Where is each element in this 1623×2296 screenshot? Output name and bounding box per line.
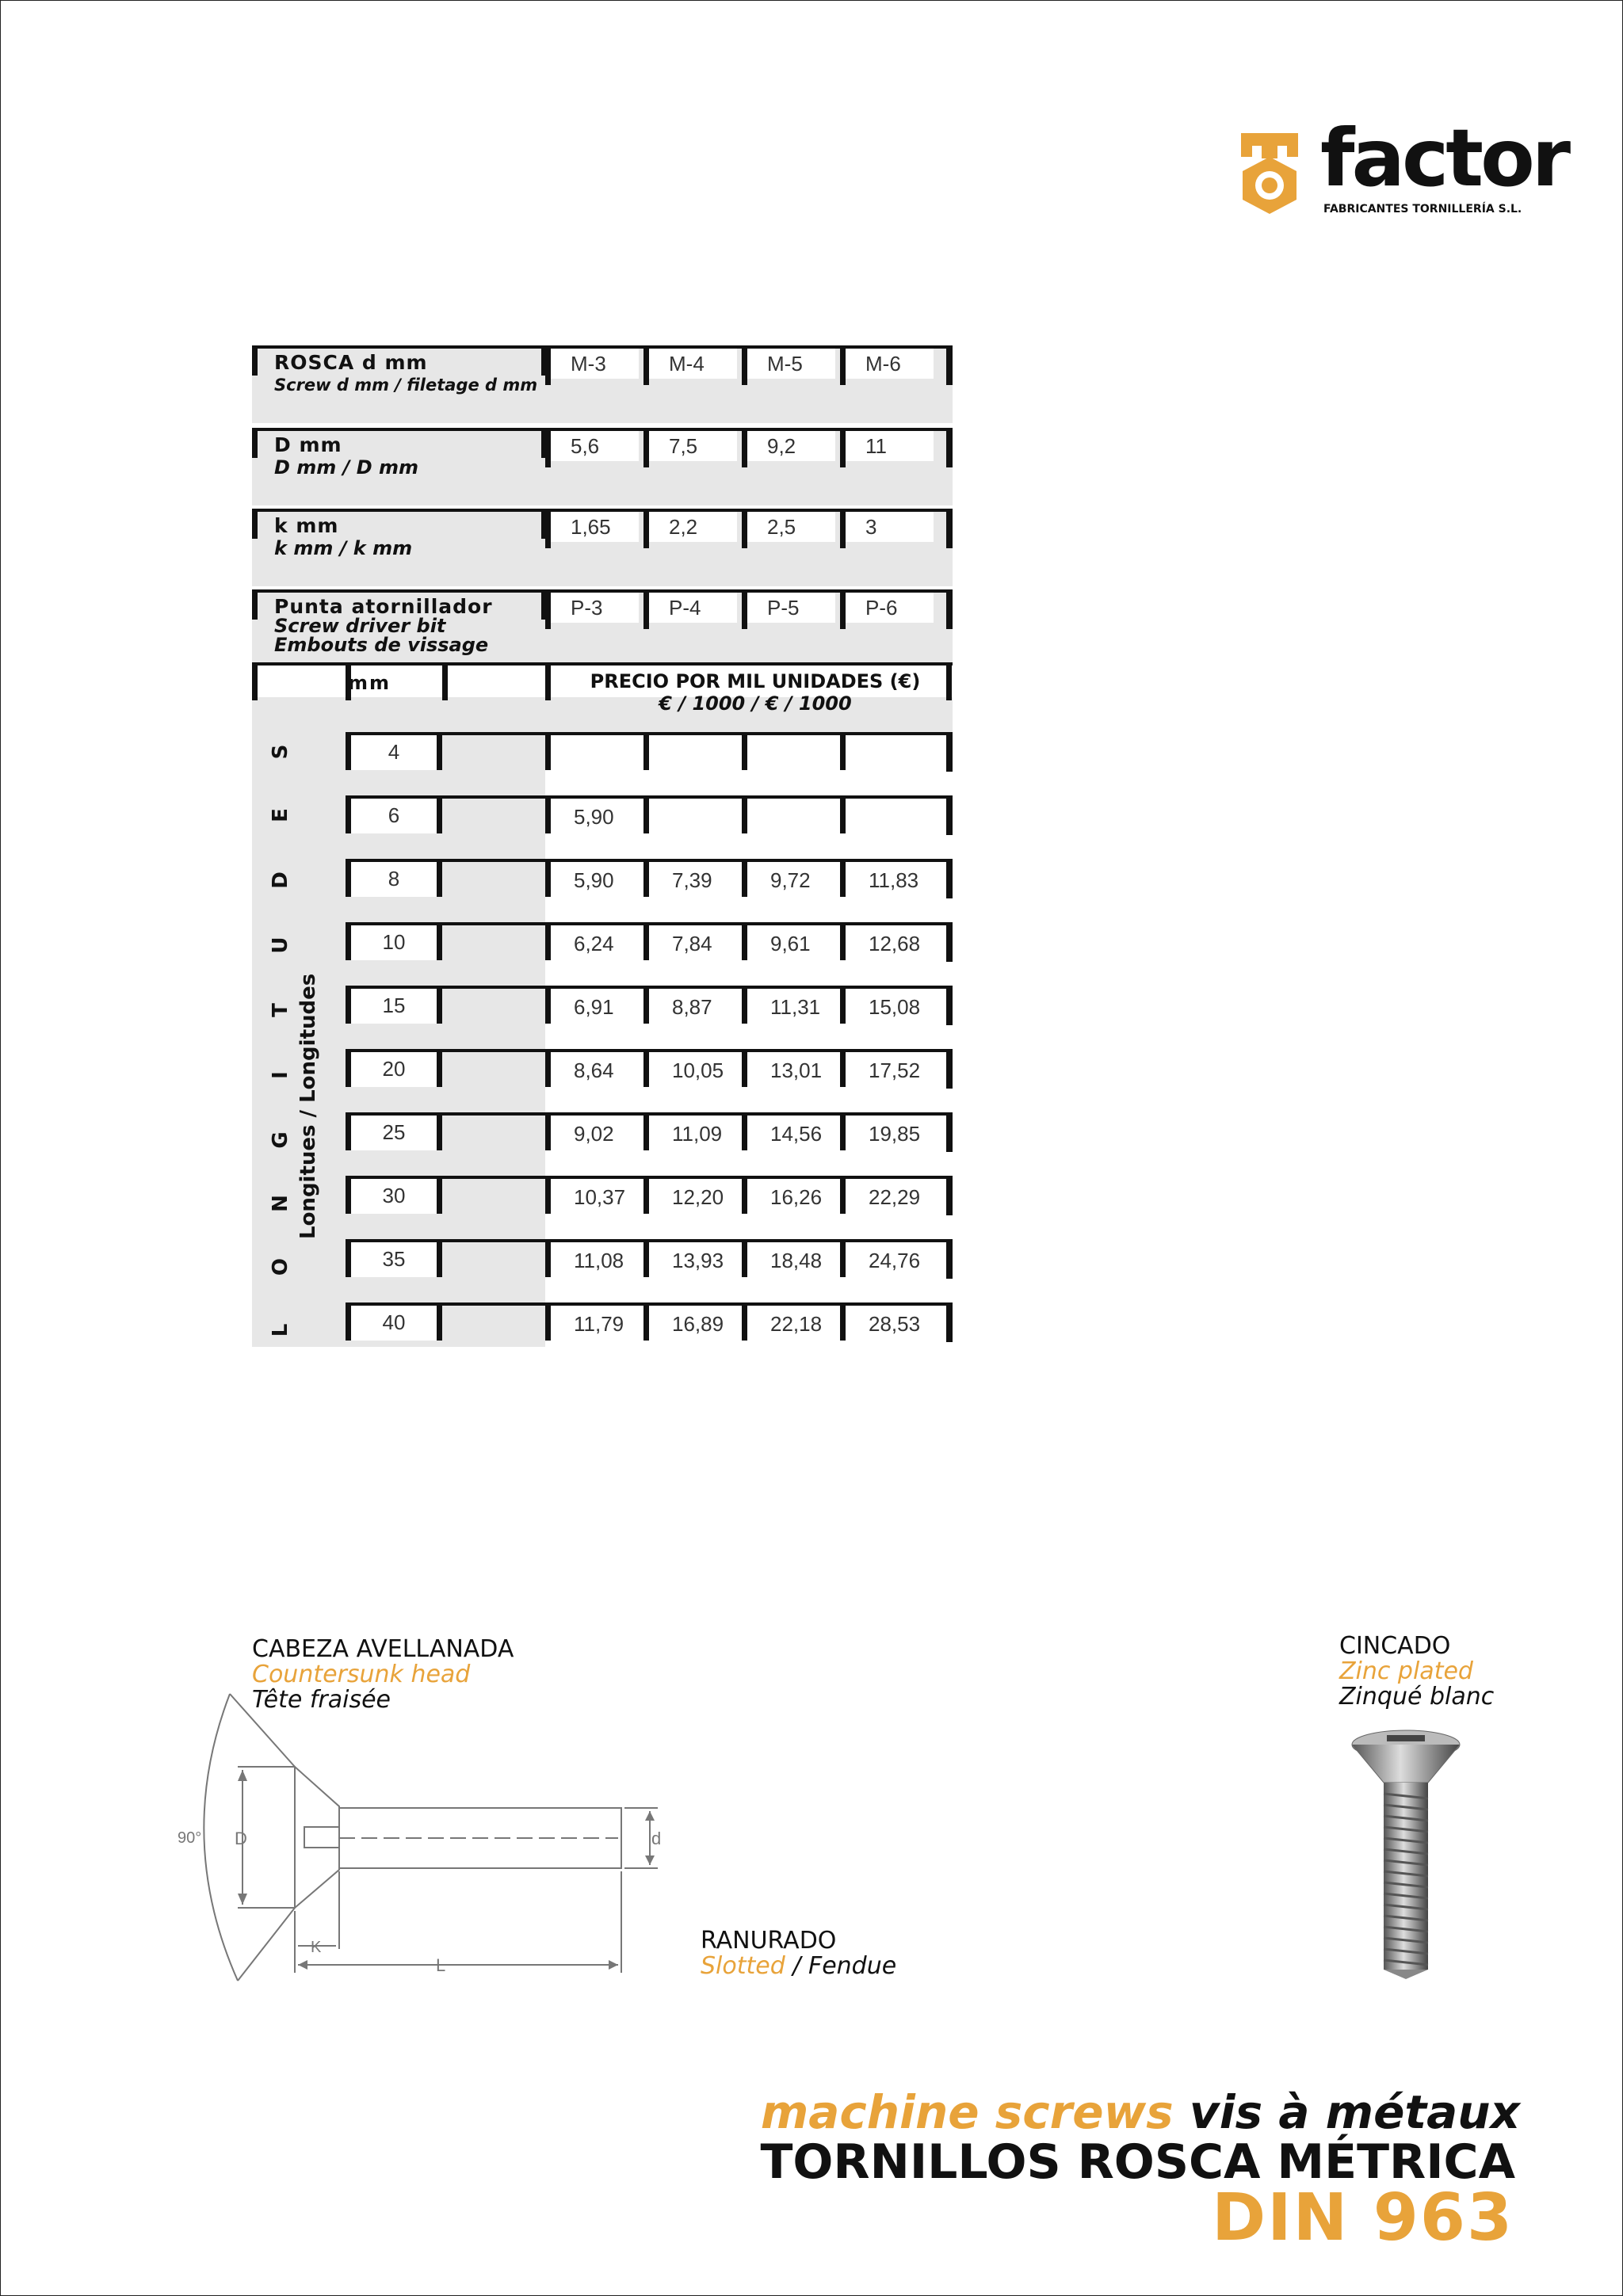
price-cell: 5,90 xyxy=(574,805,614,829)
length-label: L xyxy=(436,1955,446,1975)
length-value: 35 xyxy=(382,1247,406,1271)
price-cell: 22,18 xyxy=(770,1312,823,1336)
spec-value: P-5 xyxy=(767,596,800,620)
spec-value: 1,65 xyxy=(571,515,611,539)
price-title: PRECIO POR MIL UNIDADES (€) xyxy=(590,670,921,692)
spec-value: 2,2 xyxy=(669,515,698,539)
table-row xyxy=(252,732,953,795)
price-cell: 14,56 xyxy=(770,1122,823,1146)
spec-value: 9,2 xyxy=(767,434,796,458)
factor-logo-icon xyxy=(1238,133,1301,215)
spec-value: 11 xyxy=(865,434,887,458)
spec-label: k mm xyxy=(274,514,339,537)
spec-value: P-4 xyxy=(669,596,701,620)
spec-value: P-6 xyxy=(865,596,898,620)
table-row xyxy=(252,986,953,1049)
title-standard: DIN 963 xyxy=(1212,2180,1514,2256)
finish-en: Zinc plated xyxy=(1339,1657,1473,1685)
table-row xyxy=(252,1112,953,1176)
price-header-row xyxy=(252,662,953,732)
length-value: 25 xyxy=(382,1120,406,1144)
price-cell: 24,76 xyxy=(869,1249,921,1272)
length-value: 6 xyxy=(388,803,400,827)
length-value: 15 xyxy=(382,994,406,1017)
spec-sublabel: Screw driver bit xyxy=(274,615,446,637)
spec-sublabel: Screw d mm / filetage d mm xyxy=(274,376,538,395)
price-cell: 5,90 xyxy=(574,868,614,892)
head-diameter-label: D xyxy=(235,1829,247,1848)
price-cell: 13,93 xyxy=(672,1249,724,1272)
spec-value: M-6 xyxy=(865,352,901,376)
spec-label: D mm xyxy=(274,433,342,456)
table-row xyxy=(252,859,953,922)
head-type-es: CABEZA AVELLANADA xyxy=(252,1635,514,1663)
table-row xyxy=(252,1302,953,1366)
spec-label: Punta atornillador xyxy=(274,595,493,618)
title-fr: vis à métaux xyxy=(1189,2085,1520,2139)
brand-logo xyxy=(1238,112,1568,225)
length-rows xyxy=(252,732,953,1347)
spec-value: M-5 xyxy=(767,352,803,376)
length-value: 40 xyxy=(382,1310,406,1334)
price-cell: 16,89 xyxy=(672,1312,724,1336)
price-cell: 8,87 xyxy=(672,995,712,1019)
table-row xyxy=(252,1176,953,1239)
spec-value: M-3 xyxy=(571,352,606,376)
spec-value: 7,5 xyxy=(669,434,698,458)
price-cell: 9,72 xyxy=(770,868,811,892)
head-height-label: K xyxy=(311,1939,322,1956)
spec-sublabel: k mm / k mm xyxy=(274,537,413,559)
slot-separator: / xyxy=(785,1952,808,1980)
thread-diameter-label: d xyxy=(651,1829,662,1848)
price-subtitle: € / 1000 / € / 1000 xyxy=(659,692,852,715)
finish-es: CINCADO xyxy=(1339,1632,1451,1660)
length-column-header: mm xyxy=(347,672,391,694)
price-cell: 8,64 xyxy=(574,1058,614,1082)
price-cell: 11,79 xyxy=(574,1312,624,1336)
price-cell: 11,08 xyxy=(574,1249,624,1272)
price-table xyxy=(252,345,953,1347)
brand-name: factor xyxy=(1320,112,1568,204)
price-cell: 13,01 xyxy=(770,1058,823,1082)
brand-tagline: FABRICANTES TORNILLERÍA S.L. xyxy=(1323,203,1522,215)
table-row xyxy=(252,1049,953,1112)
screw-photo xyxy=(1342,1727,1469,1981)
title-en: machine screws xyxy=(760,2085,1174,2139)
price-cell: 19,85 xyxy=(869,1122,921,1146)
spec-value: M-4 xyxy=(669,352,705,376)
lengths-vertical-subtitle: Longitues / Longitudes xyxy=(296,973,320,1239)
spec-value: 5,6 xyxy=(571,434,600,458)
slot-fr: Fendue xyxy=(808,1952,897,1980)
spec-sublabel: D mm / D mm xyxy=(274,456,419,479)
price-cell: 16,26 xyxy=(770,1185,823,1209)
spec-sublabel: Embouts de vissage xyxy=(274,634,489,656)
length-value: 8 xyxy=(388,867,400,891)
price-cell: 7,84 xyxy=(672,932,712,955)
price-cell: 6,91 xyxy=(574,995,614,1019)
spec-value: P-3 xyxy=(571,596,603,620)
spec-label: ROSCA d mm xyxy=(274,351,428,374)
length-value: 4 xyxy=(388,740,400,764)
table-row xyxy=(252,922,953,986)
price-cell: 22,29 xyxy=(869,1185,921,1209)
price-cell: 9,61 xyxy=(770,932,811,955)
slot-en: Slotted xyxy=(701,1952,785,1980)
spec-row-driver-bit xyxy=(252,589,953,667)
price-cell: 18,48 xyxy=(770,1249,823,1272)
title-es: TORNILLOS ROSCA MÉTRICA xyxy=(760,2134,1515,2190)
angle-label: 90° xyxy=(178,1829,202,1847)
lengths-vertical-letters: L O N G I T U D E S xyxy=(269,744,292,1337)
price-cell: 10,05 xyxy=(672,1058,724,1082)
head-type-fr: Tête fraisée xyxy=(252,1686,391,1714)
price-cell: 15,08 xyxy=(869,995,921,1019)
price-cell: 9,02 xyxy=(574,1122,614,1146)
spec-value: 2,5 xyxy=(767,515,796,539)
finish-fr: Zinqué blanc xyxy=(1339,1683,1495,1711)
price-cell: 28,53 xyxy=(869,1312,921,1336)
title-en-fr xyxy=(761,2085,1520,2139)
length-value: 30 xyxy=(382,1184,406,1207)
price-cell: 11,31 xyxy=(770,995,821,1019)
screw-technical-drawing xyxy=(174,1688,682,1989)
price-cell: 17,52 xyxy=(869,1058,921,1082)
price-cell: 6,24 xyxy=(574,932,614,955)
price-cell: 11,83 xyxy=(869,868,919,892)
spec-row-head-diameter xyxy=(252,428,953,505)
price-cell: 12,20 xyxy=(672,1185,724,1209)
length-value: 20 xyxy=(382,1057,406,1081)
price-cell: 12,68 xyxy=(869,932,921,955)
table-row xyxy=(252,795,953,859)
price-cell: 11,09 xyxy=(672,1122,723,1146)
spec-value: 3 xyxy=(865,515,877,539)
slot-es: RANURADO xyxy=(701,1927,837,1955)
table-row xyxy=(252,1239,953,1302)
price-cell: 7,39 xyxy=(672,868,712,892)
spec-row-thread xyxy=(252,345,953,423)
slot-labels xyxy=(701,1952,896,1980)
length-value: 10 xyxy=(382,930,406,954)
spec-row-head-height xyxy=(252,509,953,586)
price-cell: 10,37 xyxy=(574,1185,626,1209)
head-type-en: Countersunk head xyxy=(252,1661,471,1688)
